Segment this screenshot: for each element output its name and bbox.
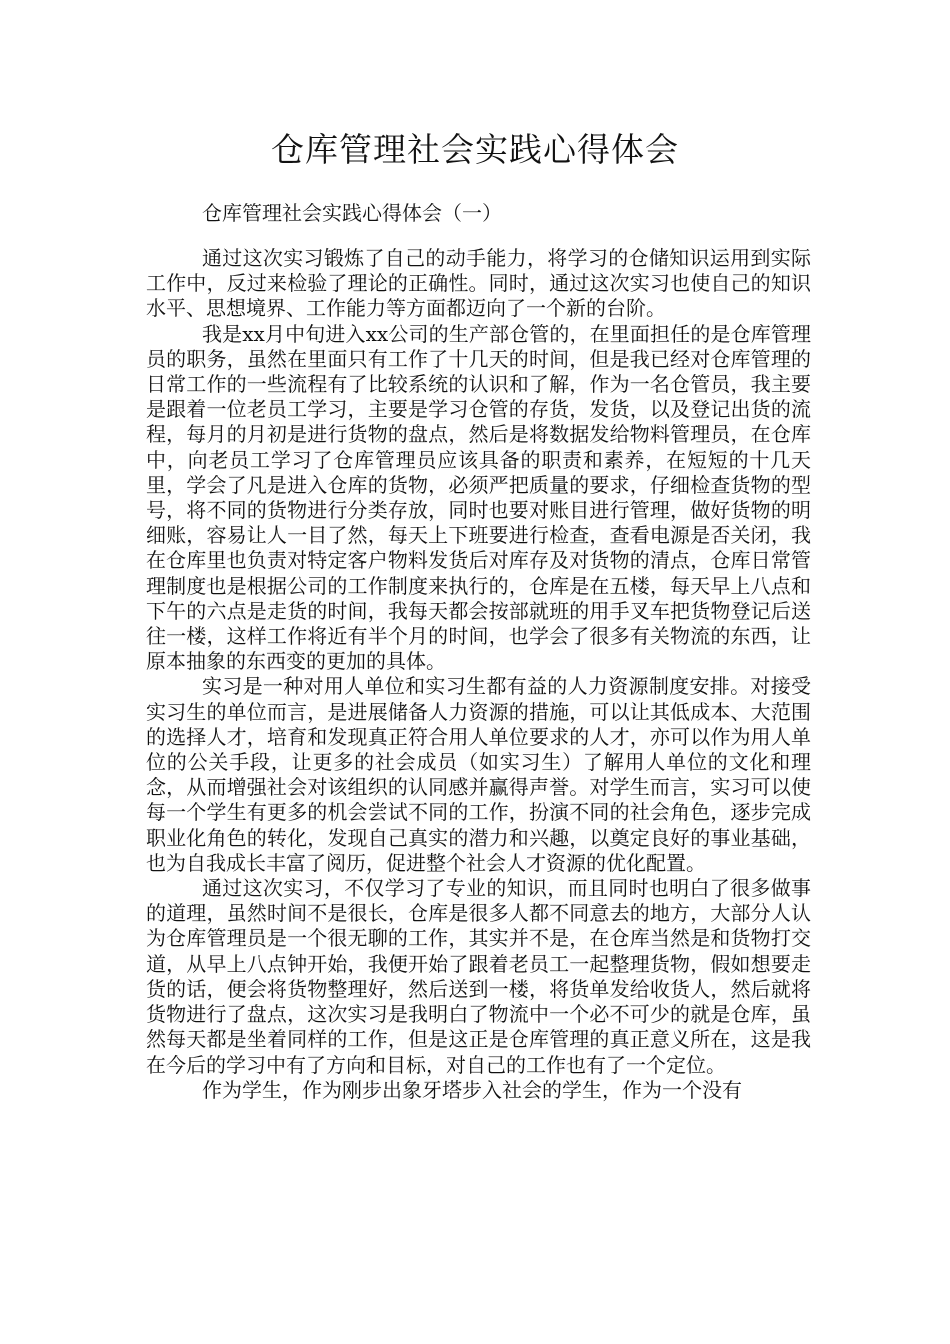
paragraph: 我是xx月中旬进入xx公司的生产部仓管的，在里面担任的是仓库管理员的职务，虽然在里面只有工作了十几天的时间，但是我已经对仓库管理的日常工作的一些流程有了比较系统的认识和了解，作为一名仓管员，我主要是跟着一位老员工学习，主要是学习仓管的存货，发货，以及登记出货的流程，每月的月初是进行货物的盘点，然后是将数据发给物料管理员，在仓库中，向老员工学习了仓库管理员应该具备的职责和素养，在短短的十几天里，学会了凡是进入仓库的货物，必须严把质量的要求，仔细检查货物的型号，将不同的货物进行分类存放，同时也要对账目进行管理，做好货物的明细账，容易让人一目了然，每天上下班要进行检查，查看电源是否关闭，我在仓库里也负责对特定客户物料发货后对库存及对货物的清点，仓库日常管理制度也是根据公司的工作制度来执行的，仓库是在五楼，每天早上八点和下午的六点是走货的时间，我每天都会按部就班的用手叉车把货物登记后送往一楼，这样工作将近有半个月的时间，也学会了很多有关物流的东西，让原本抽象的东西变的更加的具体。 [146,321,811,674]
document-subtitle: 仓库管理社会实践心得体会（一） [202,201,502,225]
paragraph: 作为学生，作为刚步出象牙塔步入社会的学生，作为一个没有 [202,1077,742,1102]
document-body [146,246,811,1103]
document-title: 仓库管理社会实践心得体会 [271,130,679,169]
paragraph: 通过这次实习，不仅学习了专业的知识，而且同时也明白了很多做事的道理，虽然时间不是很长，仓库是很多人都不同意去的地方，大部分人认为仓库管理员是一个很无聊的工作，其实并不是，在仓库当然是和货物打交道，从早上八点钟开始，我便开始了跟着老员工一起整理货物，假如想要走货的话，便会将货物整理好，然后送到一楼，将货单发给收货人，然后就将货物进行了盘点，这次实习是我明白了物流中一个必不可少的就是仓库，虽然每天都是坐着同样的工作，但是这正是仓库管理的真正意义所在，这是我在今后的学习中有了方向和目标，对自己的工作也有了一个定位。 [146,876,811,1077]
paragraph: 通过这次实习锻炼了自己的动手能力，将学习的仓储知识运用到实际工作中，反过来检验了理论的正确性。同时，通过这次实习也使自己的知识水平、思想境界、工作能力等方面都迈向了一个新的台阶。 [146,246,811,321]
paragraph: 实习是一种对用人单位和实习生都有益的人力资源制度安排。对接受实习生的单位而言，是进展储备人力资源的措施，可以让其低成本、大范围的选择人才，培育和发现真正符合用人单位要求的人才，亦可以作为用人单位的公关手段，让更多的社会成员（如实习生）了解用人单位的文化和理念，从而增强社会对该组织的认同感并赢得声誉。对学生而言，实习可以使每一个学生有更多的机会尝试不同的工作，扮演不同的社会角色，逐步完成职业化角色的转化，发现自己真实的潜力和兴趣，以奠定良好的事业基础，也为自我成长丰富了阅历，促进整个社会人才资源的优化配置。 [146,674,811,875]
